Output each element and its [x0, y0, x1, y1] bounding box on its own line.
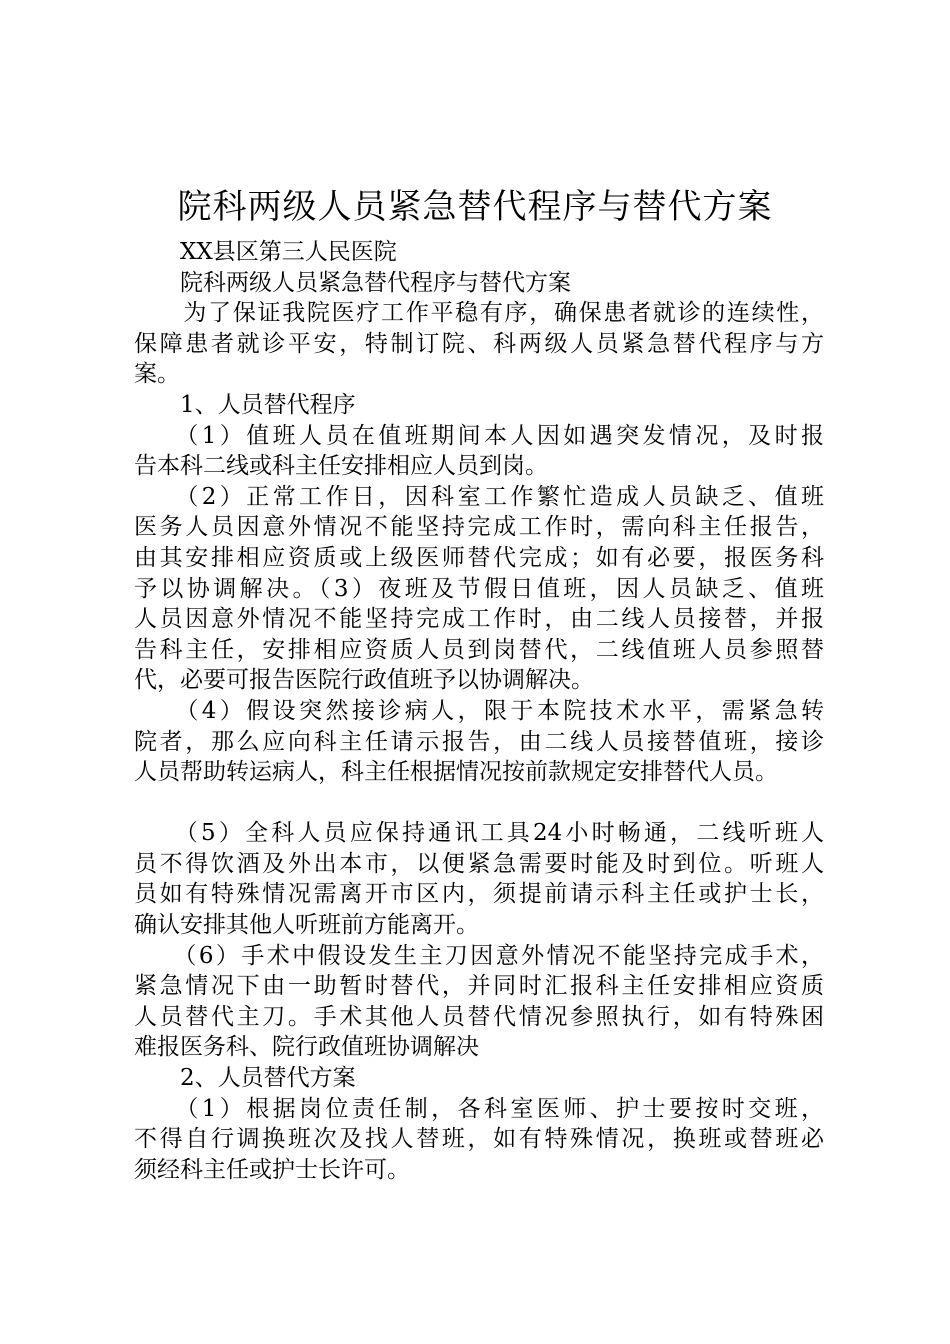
- body-line: 保障患者就诊平安，特制订院、科两级人员紧急替代程序与方: [134, 330, 824, 357]
- body-line: （1）根据岗位责任制，各科室医师、护士要按时交班，: [134, 1095, 824, 1122]
- body-line: 院科两级人员紧急替代程序与替代方案: [134, 269, 571, 296]
- body-line: 人员替代主刀。手术其他人员替代情况参照执行，如有特殊困: [134, 1003, 824, 1030]
- body-line: 告本科二线或科主任安排相应人员到岗。: [134, 453, 548, 480]
- body-line: 1、人员替代程序: [134, 391, 356, 418]
- body-line: 医务人员因意外情况不能坚持完成工作时，需向科主任报告，: [134, 514, 824, 541]
- body-line: 告科主任，安排相应资质人员到岗替代，二线值班人员参照替: [134, 636, 824, 663]
- body-line: （6）手术中假设发生主刀因意外情况不能坚持完成手术，: [134, 942, 824, 969]
- blank-line: [134, 788, 824, 819]
- body-line: （5）全科人员应保持通讯工具24小时畅通，二线听班人: [134, 820, 824, 847]
- body-line: 员如有特殊情况需离开市区内，须提前请示科主任或护士长，: [134, 881, 824, 908]
- body-line: 为了保证我院医疗工作平稳有序，确保患者就诊的连续性，: [134, 300, 824, 327]
- body-line: 难报医务科、院行政值班协调解决: [134, 1034, 479, 1061]
- body-line: 员不得饮酒及外出本市，以便紧急需要时能及时到位。听班人: [134, 850, 824, 877]
- body-line: （1）值班人员在值班期间本人因如遇突发情况，及时报: [134, 422, 824, 449]
- body-line: （2）正常工作日，因科室工作繁忙造成人员缺乏、值班: [134, 483, 824, 510]
- body-line: 院者，那么应向科主任请示报告，由二线人员接替值班，接诊: [134, 728, 824, 755]
- body-line: 人员帮助转运病人，科主任根据情况按前款规定安排替代人员。: [134, 759, 778, 786]
- body-line: （4）假设突然接诊病人，限于本院技术水平，需紧急转: [134, 697, 824, 724]
- document-body: [134, 237, 824, 1185]
- body-line: 由其安排相应资质或上级医师替代完成；如有必要，报医务科: [134, 544, 824, 571]
- body-line: 代，必要可报告医院行政值班予以协调解决。: [134, 667, 594, 694]
- body-line: XX县区第三人民医院: [134, 239, 397, 265]
- body-line: 不得自行调换班次及找人替班，如有特殊情况，换班或替班必: [134, 1126, 824, 1153]
- body-line: 人员因意外情况不能坚持完成工作时，由二线人员接替，并报: [134, 606, 824, 633]
- body-line: 紧急情况下由一助暂时替代，并同时汇报科主任安排相应资质: [134, 973, 824, 1000]
- body-line: 须经科主任或护士长许可。: [134, 1156, 410, 1183]
- document-title: 院科两级人员紧急替代程序与替代方案: [177, 187, 773, 227]
- body-line: 确认安排其他人听班前方能离开。: [134, 912, 479, 939]
- body-line: 案。: [134, 361, 180, 388]
- body-line: 2、人员替代方案: [134, 1065, 356, 1092]
- body-line: 予以协调解决。（3）夜班及节假日值班，因人员缺乏、值班: [134, 575, 824, 602]
